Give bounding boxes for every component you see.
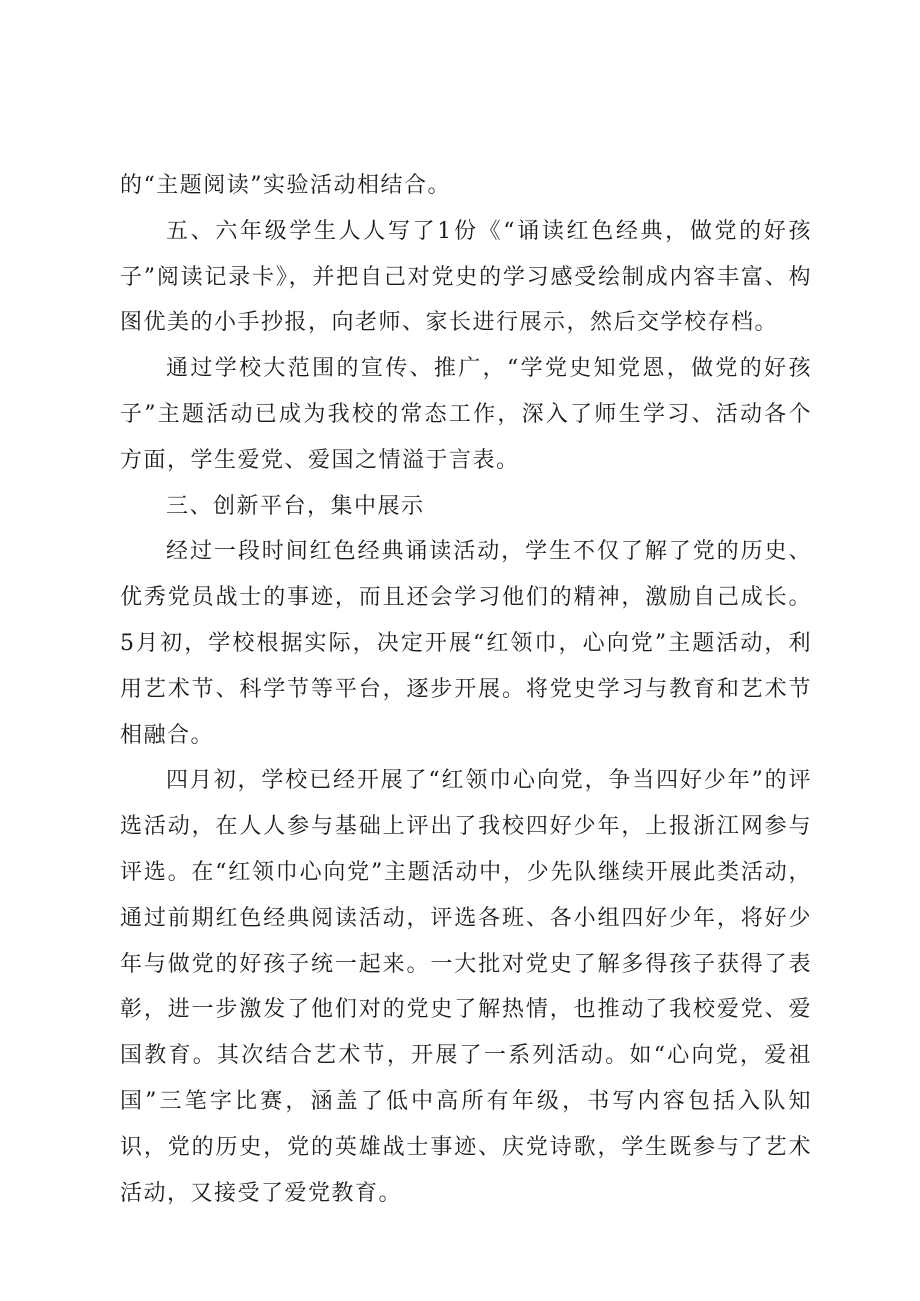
paragraph-continuation: 的“主题阅读”实验活动相结合。 <box>120 173 451 198</box>
paragraph-reading-record-card: 五、六年级学生人人写了1份《“诵读红色经典，做党的好孩子”阅读记录卡》，并把自己对党史的学习感受绘制成内容丰富、构图优美的小手抄报，向老师、家长进行展示，然后交学校存档。 <box>120 218 812 336</box>
paragraph-red-scarf-activity: 经过一段时间红色经典诵读活动，学生不仅了解了党的历史、优秀党员战士的事迹，而且还会学习他们的精神，激励自己成长。5月初，学校根据实际，决定开展“红领巾，心向党”主题活动，利用艺术节、科学节等平台，逐步开展。将党史学习与教育和艺术节相融合。 <box>120 539 812 748</box>
section-heading-platform: 三、创新平台，集中展示 <box>166 493 425 519</box>
paragraph-theme-activity: 通过学校大范围的宣传、推广，“学党史知党恩，做党的好孩子”主题活动已成为我校的常态工作，深入了师生学习、活动各个方面，学生爱党、爱国之情溢于言表。 <box>120 356 812 473</box>
document-body <box>120 163 812 1216</box>
paragraph-four-good-youth: 四月初，学校已经开展了“红领巾心向党，争当四好少年”的评选活动，在人人参与基础上评出了我校四好少年，上报浙江网参与评选。在“红领巾心向党”主题活动中，少先队继续开展此类活动，通过前期红色经典阅读活动，评选各班、各小组四好少年，将好少年与做党的好孩子统一起来。一大批对党史了解多得孩子获得了表彰，进一步激发了他们对的党史了解热情，也推动了我校爱党、爱国教育。其次结合艺术节，开展了一系列活动。如“心向党，爱祖国”三笔字比赛，涵盖了低中高所有年级，书写内容包括入队知识，党的历史，党的英雄战士事迹、庆党诗歌，学生既参与了艺术活动，又接受了爱党教育。 <box>120 768 812 1206</box>
